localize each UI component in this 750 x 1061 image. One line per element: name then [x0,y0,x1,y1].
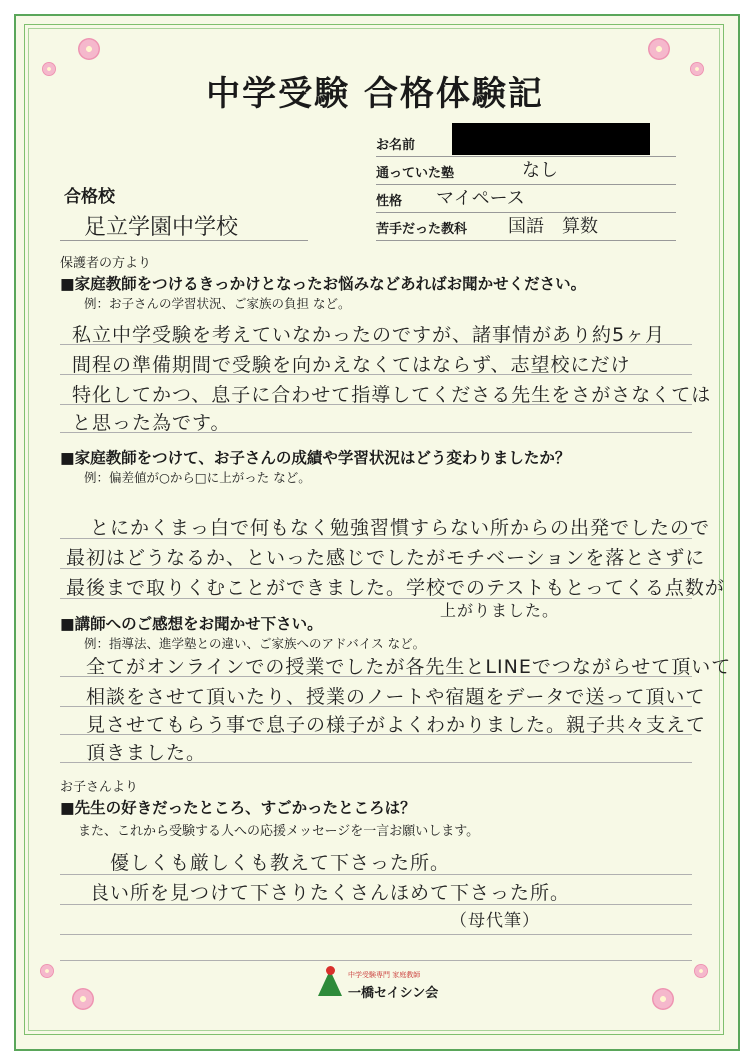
answer-3-line: 見させてもらう事で息子の様子がよくわかりました。親子共々支えて [86,714,707,736]
school-label: 合格校 [64,187,115,207]
parent-heading: 保護者の方より [60,256,152,271]
page-title: 中学受験 合格体験記 [206,74,544,114]
question-1: ■家庭教師をつけるきっかけとなったお悩みなどあればお聞かせください。 [60,275,587,293]
answer-2-line: とにかくまっ白で何もなく勉強習慣すらない所からの出発でしたので [90,517,711,539]
answer-4-line: 優しくも厳しくも教えて下さった所。 [110,852,451,874]
logo-dot-icon [326,966,335,975]
question-4: ■先生の好きだったところ、すごかったところは？ [60,799,416,817]
cherry-blossom-icon [40,964,54,978]
logo-name: 一橋セイシン会 [348,986,439,1001]
answer-2-line: 最後まで取りくむことができました。学校でのテストもとってくる点数が [66,577,725,599]
logo-tagline: 中学受験専門 家庭教師 [348,971,421,979]
company-logo [318,966,438,1006]
answer-2-line: 最初はどうなるか、といった感じでしたがモチベーションを落とさずに [66,547,706,569]
name-label: お名前 [376,138,416,153]
weak-subject-value: 国語 算数 [508,216,598,237]
question-3-example: 例：指導法、進学塾との違い、ご家族へのアドバイス など。 [84,636,426,651]
answer-2-line: 上がりました。 [440,601,560,620]
answer-4-line: 良い所を見つけて下さりたくさんほめて下さった所。 [90,882,571,904]
answer-3-line: 頂きました。 [86,742,207,764]
question-4-sub: また、これから受験する人への応援メッセージを一言お願いします。 [78,824,480,839]
cherry-blossom-icon [694,964,708,978]
cherry-blossom-icon [648,38,670,60]
juku-label: 通っていた塾 [376,166,455,181]
cherry-blossom-icon [652,988,674,1010]
redacted-name [452,123,650,155]
answer-1-line: と思った為です。 [72,412,231,434]
school-value: 足立学園中学校 [84,215,239,240]
question-2: ■家庭教師をつけて、お子さんの成績や学習状況はどう変わりましたか？ [60,449,571,467]
answer-3-line: 相談をさせて頂いたり、授業のノートや宿題をデータで送って頂いて [86,686,706,708]
child-heading: お子さんより [60,780,139,795]
answer-1-line: 間程の準備期間で受験を向かえなくてはならず、志望校にだけ [72,354,631,376]
answer-3-line: 全てがオンラインでの授業でしたが各先生とLINEでつながらせて頂いて [86,656,732,678]
cherry-blossom-icon [78,38,100,60]
weak-subject-label: 苦手だった教科 [376,222,468,237]
answer-line [60,934,692,935]
info-row-weak-subject [376,212,676,241]
answer-line [60,960,692,961]
personality-value: マイペース [436,188,525,209]
question-3: ■講師へのご感想をお聞かせ下さい。 [60,615,323,633]
cherry-blossom-icon [72,988,94,1010]
info-row-personality [376,184,676,213]
school-underline [60,240,308,241]
question-2-example: 例：偏差値が○から□に上がった など。 [84,470,311,485]
juku-value: なし [522,160,558,181]
info-row-juku [376,156,676,185]
answer-4-line: （母代筆） [450,911,540,931]
personality-label: 性格 [376,194,403,209]
answer-1-line: 特化してかつ、息子に合わせて指導してくださる先生をさがさなくては [72,384,712,406]
answer-1-line: 私立中学受験を考えていなかったのですが、諸事情があり約5ヶ月 [72,324,666,346]
question-1-example: 例：お子さんの学習状況、ご家族の負担 など。 [84,296,351,311]
